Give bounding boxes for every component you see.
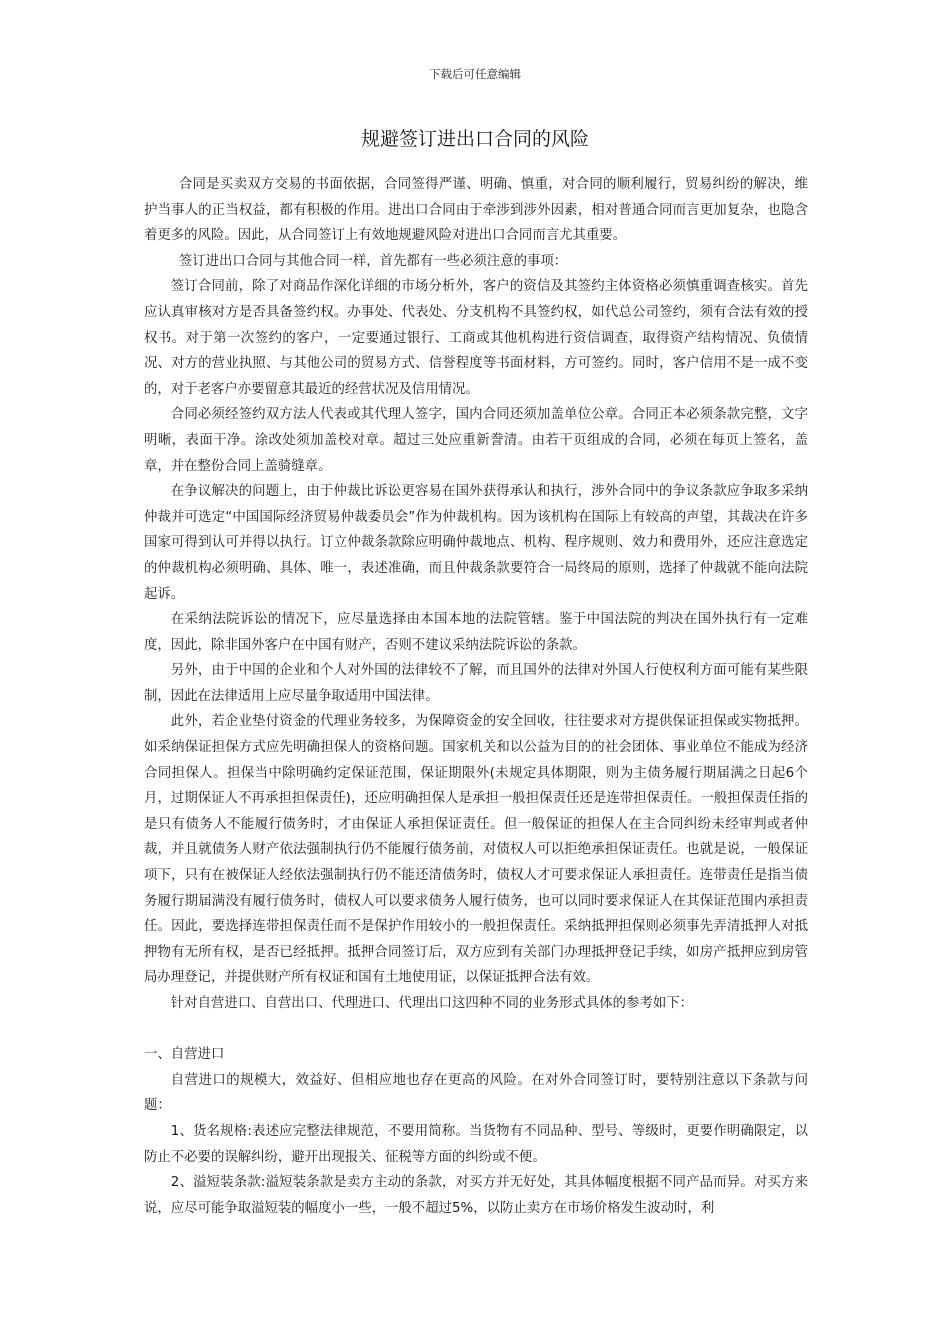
section-paragraph: 2、溢短装条款:溢短装条款是卖方主动的条款，对买方并无好处，其具体幅度根据不同产品而异。对买方来说，应尽可能争取溢短装的幅度小一些，一般不超过5%，以防止卖方在市场价格发生波动时，利 xyxy=(144,1175,808,1216)
body-paragraph: 在争议解决的问题上，由于仲裁比诉讼更容易在国外获得承认和执行，涉外合同中的争议条款应争取多采纳仲裁并可选定“中国国际经济贸易仲裁委员会”作为仲裁机构。因为该机构在国际上有较高的声望，其裁决在许多国家可得到认可并得以执行。订立仲裁条款除应明确仲裁地点、机构、程序规则、效力和费用外，还应注意选定的仲裁机构必须明确、具体、唯一，表述准确，而且仲裁条款要符合一局终局的原则，选择了仲裁就不能向法院起诉。 xyxy=(144,484,808,602)
document-title: 规避签订进出口合同的风险 xyxy=(360,128,589,150)
body-paragraph: 此外，若企业垫付资金的代理业务较多，为保障资金的安全回收，往往要求对方提供保证担保或实物抵押。如采纳保证担保方式应先明确担保人的资格问题。国家机关和以公益为目的的社会团体、事业单位不能成为经济合同担保人。担保当中除明确约定保证范围，保证期限外(未规定具体期限，则为主债务履行期届满之日起6个月，过期保证人不再承担担保责任)，还应明确担保人是承担一般担保责任还是连带担保责任。一般担保责任指的是只有债务人不能履行债务时，才由保证人承担保证责任。但一般保证的担保人在主合同纠纷未经审判或者仲裁，并且就债务人财产依法强制执行仍不能履行债务前，对债权人可以拒绝承担保证责任。也就是说，一般保证项下，只有在被保证人经依法强制执行仍不能还清债务时，债权人才可要求保证人承担责任。连带责任是指当债务履行期届满没有履行债务时，债权人可以要求债务人履行债务，也可以同时要求保证人在其保证范围内承担责任。因此，要选择连带担保责任而不是保护作用较小的一般担保责任。采纳抵押担保则必须事先弄清抵押人对抵押物有无所有权，是否已经抵押。抵押合同签订后，双方应到有关部门办理抵押登记手续，如房产抵押应到房管局办理登记，并提供财产所有权证和国有土地使用证，以保证抵押合法有效。 xyxy=(144,714,808,986)
body-paragraph: 另外，由于中国的企业和个人对外国的法律较不了解，而且国外的法律对外国人行使权利方面可能有某些限制，因此在法律适用上应尽量争取适用中国法律。 xyxy=(144,663,808,704)
document-body xyxy=(144,172,808,1221)
body-paragraph: 合同必须经签约双方法人代表或其代理人签字，国内合同还须加盖单位公章。合同正本必须条款完整，文字明晰，表面干净。涂改处须加盖校对章。超过三处应重新誊清。由若干页组成的合同，必须在每页上签名，盖章，并在整份合同上盖骑缝章。 xyxy=(144,407,808,474)
body-paragraph: 针对自营进口、自营出口、代理进口、代理出口这四种不同的业务形式具体的参考如下： xyxy=(170,996,694,1011)
body-paragraph: 签订合同前，除了对商品作深化详细的市场分析外，客户的资信及其签约主体资格必须慎重调查核实。首先应认真审核对方是否具备签约权。办事处、代表处、分支机构不具签约权，如代总公司签约，须有合法有效的授权书。对于第一次签约的客户，一定要通过银行、工商或其他机构进行资信调查，取得资产结构情况、负债情况、对方的营业执照、与其他公司的贸易方式、信誉程度等书面材料，方可签约。同时，客户信用不是一成不变的，对于老客户亦要留意其最近的经营状况及信用情况。 xyxy=(144,279,808,397)
body-paragraph: 签订进出口合同与其他合同一样，首先都有一些必须注意的事项： xyxy=(178,253,568,269)
section-heading: 一、自营进口 xyxy=(144,1047,225,1063)
header-note: 下载后可任意编辑 xyxy=(429,67,521,81)
section-paragraph: 自营进口的规模大，效益好、但相应地也存在更高的风险。在对外合同签订时，要特别注意以下条款与问题： xyxy=(144,1072,808,1114)
body-paragraph: 在采纳法院诉讼的情况下，应尽量选择由本国本地的法院管辖。鉴于中国法院的判决在国外执行有一定难度，因此，除非国外客户在中国有财产，否则不建议采纳法院诉讼的条款。 xyxy=(144,612,808,653)
section-paragraph: 1、货名规格:表述应完整法律规范，不要用简称。当货物有不同品种、型号、等级时，更要作明确限定，以防止不必要的误解纠纷，避开出现报关、征税等方面的纠纷或不便。 xyxy=(144,1123,808,1165)
body-paragraph: 合同是买卖双方交易的书面依据，合同签得严谨、明确、慎重，对合同的顺利履行，贸易纠纷的解决，维护当事人的正当权益，都有积极的作用。进出口合同由于牵涉到涉外因素，相对普通合同而言更加复杂，也隐含着更多的风险。因此，从合同签订上有效地规避风险对进出口合同而言尤其重要。 xyxy=(144,177,808,244)
